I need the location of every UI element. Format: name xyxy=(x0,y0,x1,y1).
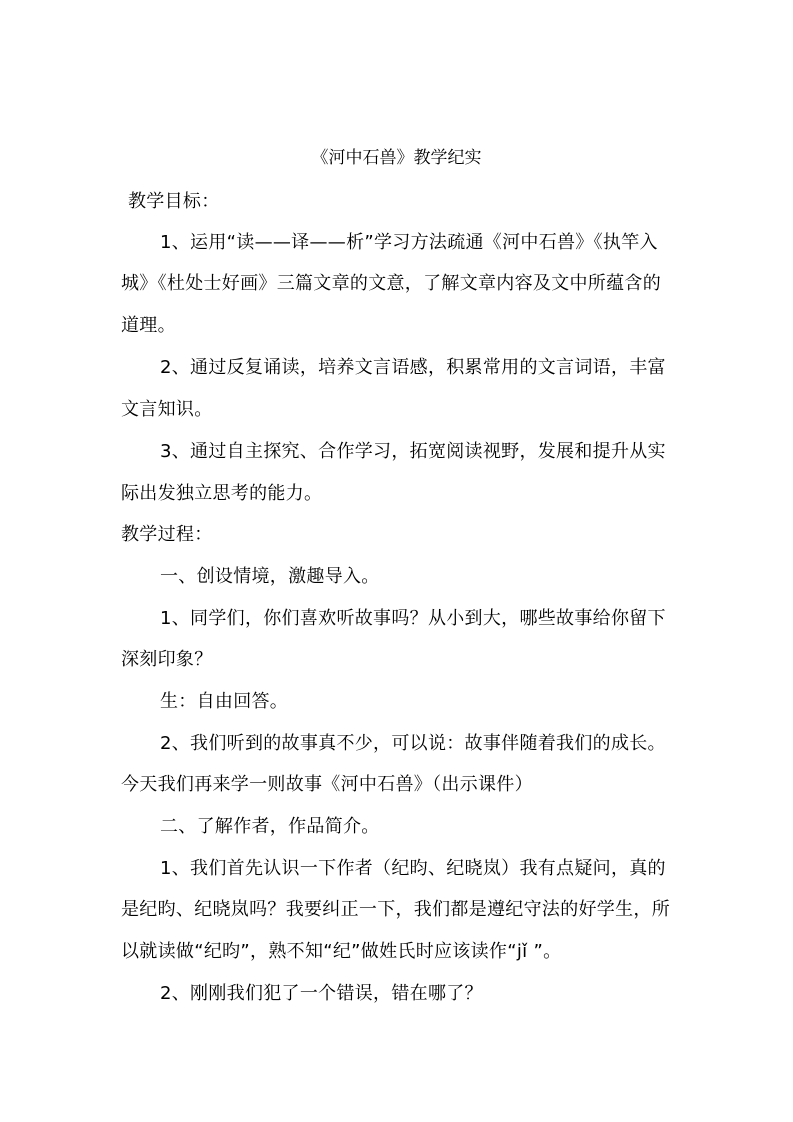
text-line: 文言知识。 xyxy=(121,399,213,420)
text-line: 际出发独立思考的能力。 xyxy=(121,483,323,504)
document-title: 《河中石兽》教学纪实 xyxy=(311,148,482,168)
text-line: 教学目标： xyxy=(128,191,220,212)
text-line: 2、刚刚我们犯了一个错误，错在哪了？ xyxy=(160,983,483,1004)
text-line: 二、了解作者，作品简介。 xyxy=(160,816,380,837)
text-line: 2、我们听到的故事真不少，可以说：故事伴随着我们的成长。 xyxy=(160,733,666,754)
text-line: 是纪昀、纪晓岚吗？我要纠正一下，我们都是遵纪守法的好学生，所 xyxy=(121,899,670,920)
text-line: 2、通过反复诵读，培养文言语感，积累常用的文言词语，丰富 xyxy=(160,357,666,378)
text-line: 一、创设情境，激趣导入。 xyxy=(160,566,380,587)
text-line: 道理。 xyxy=(121,315,176,336)
text-line: 生：自由回答。 xyxy=(160,691,289,712)
text-line: 3、通过自主探究、合作学习，拓宽阅读视野，发展和提升从实 xyxy=(160,441,666,462)
text-line: 1、运用“读——译——析”学习方法疏通《河中石兽》《执竿入 xyxy=(160,232,658,253)
text-line: 教学过程： xyxy=(121,524,213,545)
text-line: 今天我们再来学一则故事《河中石兽》（出示课件） xyxy=(121,774,533,795)
text-line: 1、我们首先认识一下作者（纪昀、纪晓岚）我有点疑问，真的 xyxy=(160,858,666,879)
text-line: 城》《杜处士好画》三篇文章的文意，了解文章内容及文中所蕴含的 xyxy=(121,273,661,294)
text-line: 深刻印象？ xyxy=(121,649,213,670)
text-line: 以就读做“纪昀”，熟不知“纪”做姓氏时应该读作“jǐ ”。 xyxy=(121,941,562,962)
text-line: 1、同学们，你们喜欢听故事吗？从小到大，哪些故事给你留下 xyxy=(160,608,666,629)
